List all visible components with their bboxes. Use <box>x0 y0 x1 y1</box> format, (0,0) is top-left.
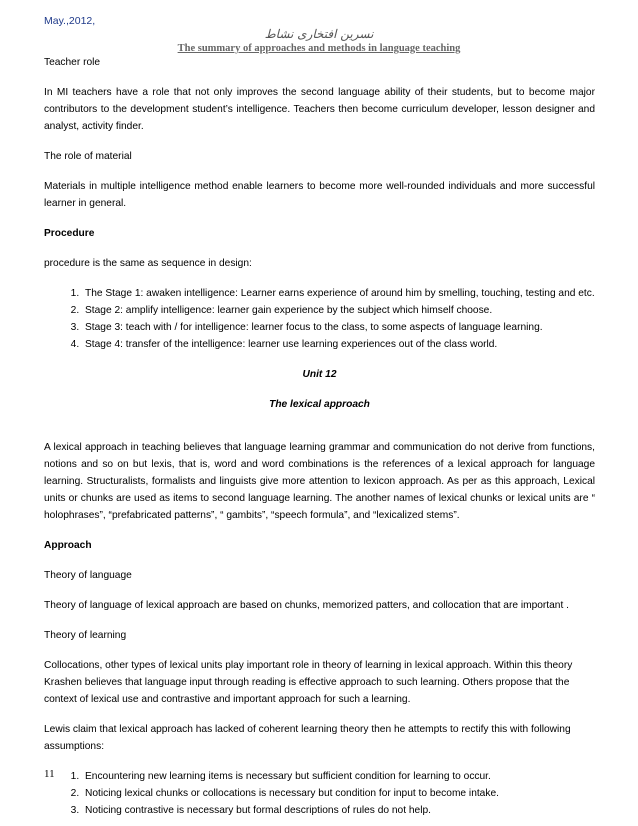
teacher-role-heading: Teacher role <box>44 57 101 68</box>
procedure-list <box>44 285 595 353</box>
theory-language-heading: Theory of language <box>44 570 132 581</box>
procedure-paragraph: procedure is the same as sequence in design: <box>44 258 252 269</box>
list-item: 3. Noticing contrastive is necessary but formal descriptions of rules do not help. <box>82 802 595 819</box>
teacher-role-paragraph: In MI teachers have a role that not only improves the second language ability of their students, but to become major contributors to the development student’s intelligence. Teachers then become curriculum developer, lesson designer and analyst, activity finder. <box>44 87 595 132</box>
material-heading: The role of material <box>44 151 132 162</box>
list-item: 3. Stage 3: teach with / for intelligence: learner focus to the class, to some aspects of language learning. <box>82 319 595 336</box>
header-date: May.,2012, <box>44 15 96 27</box>
list-item: 4. Stage 4: transfer of the intelligence: learner use learning experiences out of the class world. <box>82 336 595 353</box>
theory-learning-heading: Theory of learning <box>44 630 127 641</box>
unit-number: Unit 12 <box>302 369 337 380</box>
lewis-list <box>44 768 595 819</box>
list-item: 1. Encountering new learning items is necessary but sufficient condition for learning to occur. <box>82 768 595 785</box>
list-item: 2. Stage 2: amplify intelligence: learner gain experience by the subject which himself choose. <box>82 302 595 319</box>
theory-learning-paragraph: Collocations, other types of lexical units play important role in theory of learning in lexical approach. Within this theory Krashen believes that language input through reading is effective approach to such learning. Others propose that the context of lexical use and contrastive and important approach for such a learning. <box>44 660 573 705</box>
material-paragraph: Materials in multiple intelligence method enable learners to become more well-rounded individuals and more successful learner in general. <box>44 181 595 209</box>
unit-title-block <box>44 366 595 413</box>
list-item: 1. The Stage 1: awaken intelligence: Learner earns experience of around him by smelling, touching, testing and etc. <box>82 285 595 302</box>
list-item: 2. Noticing lexical chunks or collocations is necessary but condition for input to become intake. <box>82 785 595 802</box>
document-body <box>44 54 595 819</box>
header-author: نسرین افتخاری نشاط <box>264 27 374 41</box>
page-number: 11 <box>44 768 55 780</box>
theory-language-paragraph: Theory of language of lexical approach are based on chunks, memorized patters, and collocation that are important . <box>44 600 569 611</box>
unit-title: The lexical approach <box>269 399 370 410</box>
procedure-heading: Procedure <box>44 228 95 239</box>
header-subtitle: The summary of approaches and methods in language teaching <box>177 43 461 54</box>
approach-heading: Approach <box>44 540 92 551</box>
lewis-paragraph: Lewis claim that lexical approach has lacked of coherent learning theory then he attempts to rectify this with following assumptions: <box>44 724 571 752</box>
lexical-intro-paragraph: A lexical approach in teaching believes that language learning grammar and communication do not derive from functions, notions and so on but lexis, that is, word and word combinations is the references of a lexical approach for language learning. Structuralists, formalists and linguists give more attention to lexicon approach. As per as this approach, Lexical units or chunks are used as items to second language learning. The another names of lexical chunks or lexical units are “ holophrases”, “prefabricated patterns”, “ gambits”, “speech formula”, and “lexicalized stems”. <box>44 442 595 521</box>
